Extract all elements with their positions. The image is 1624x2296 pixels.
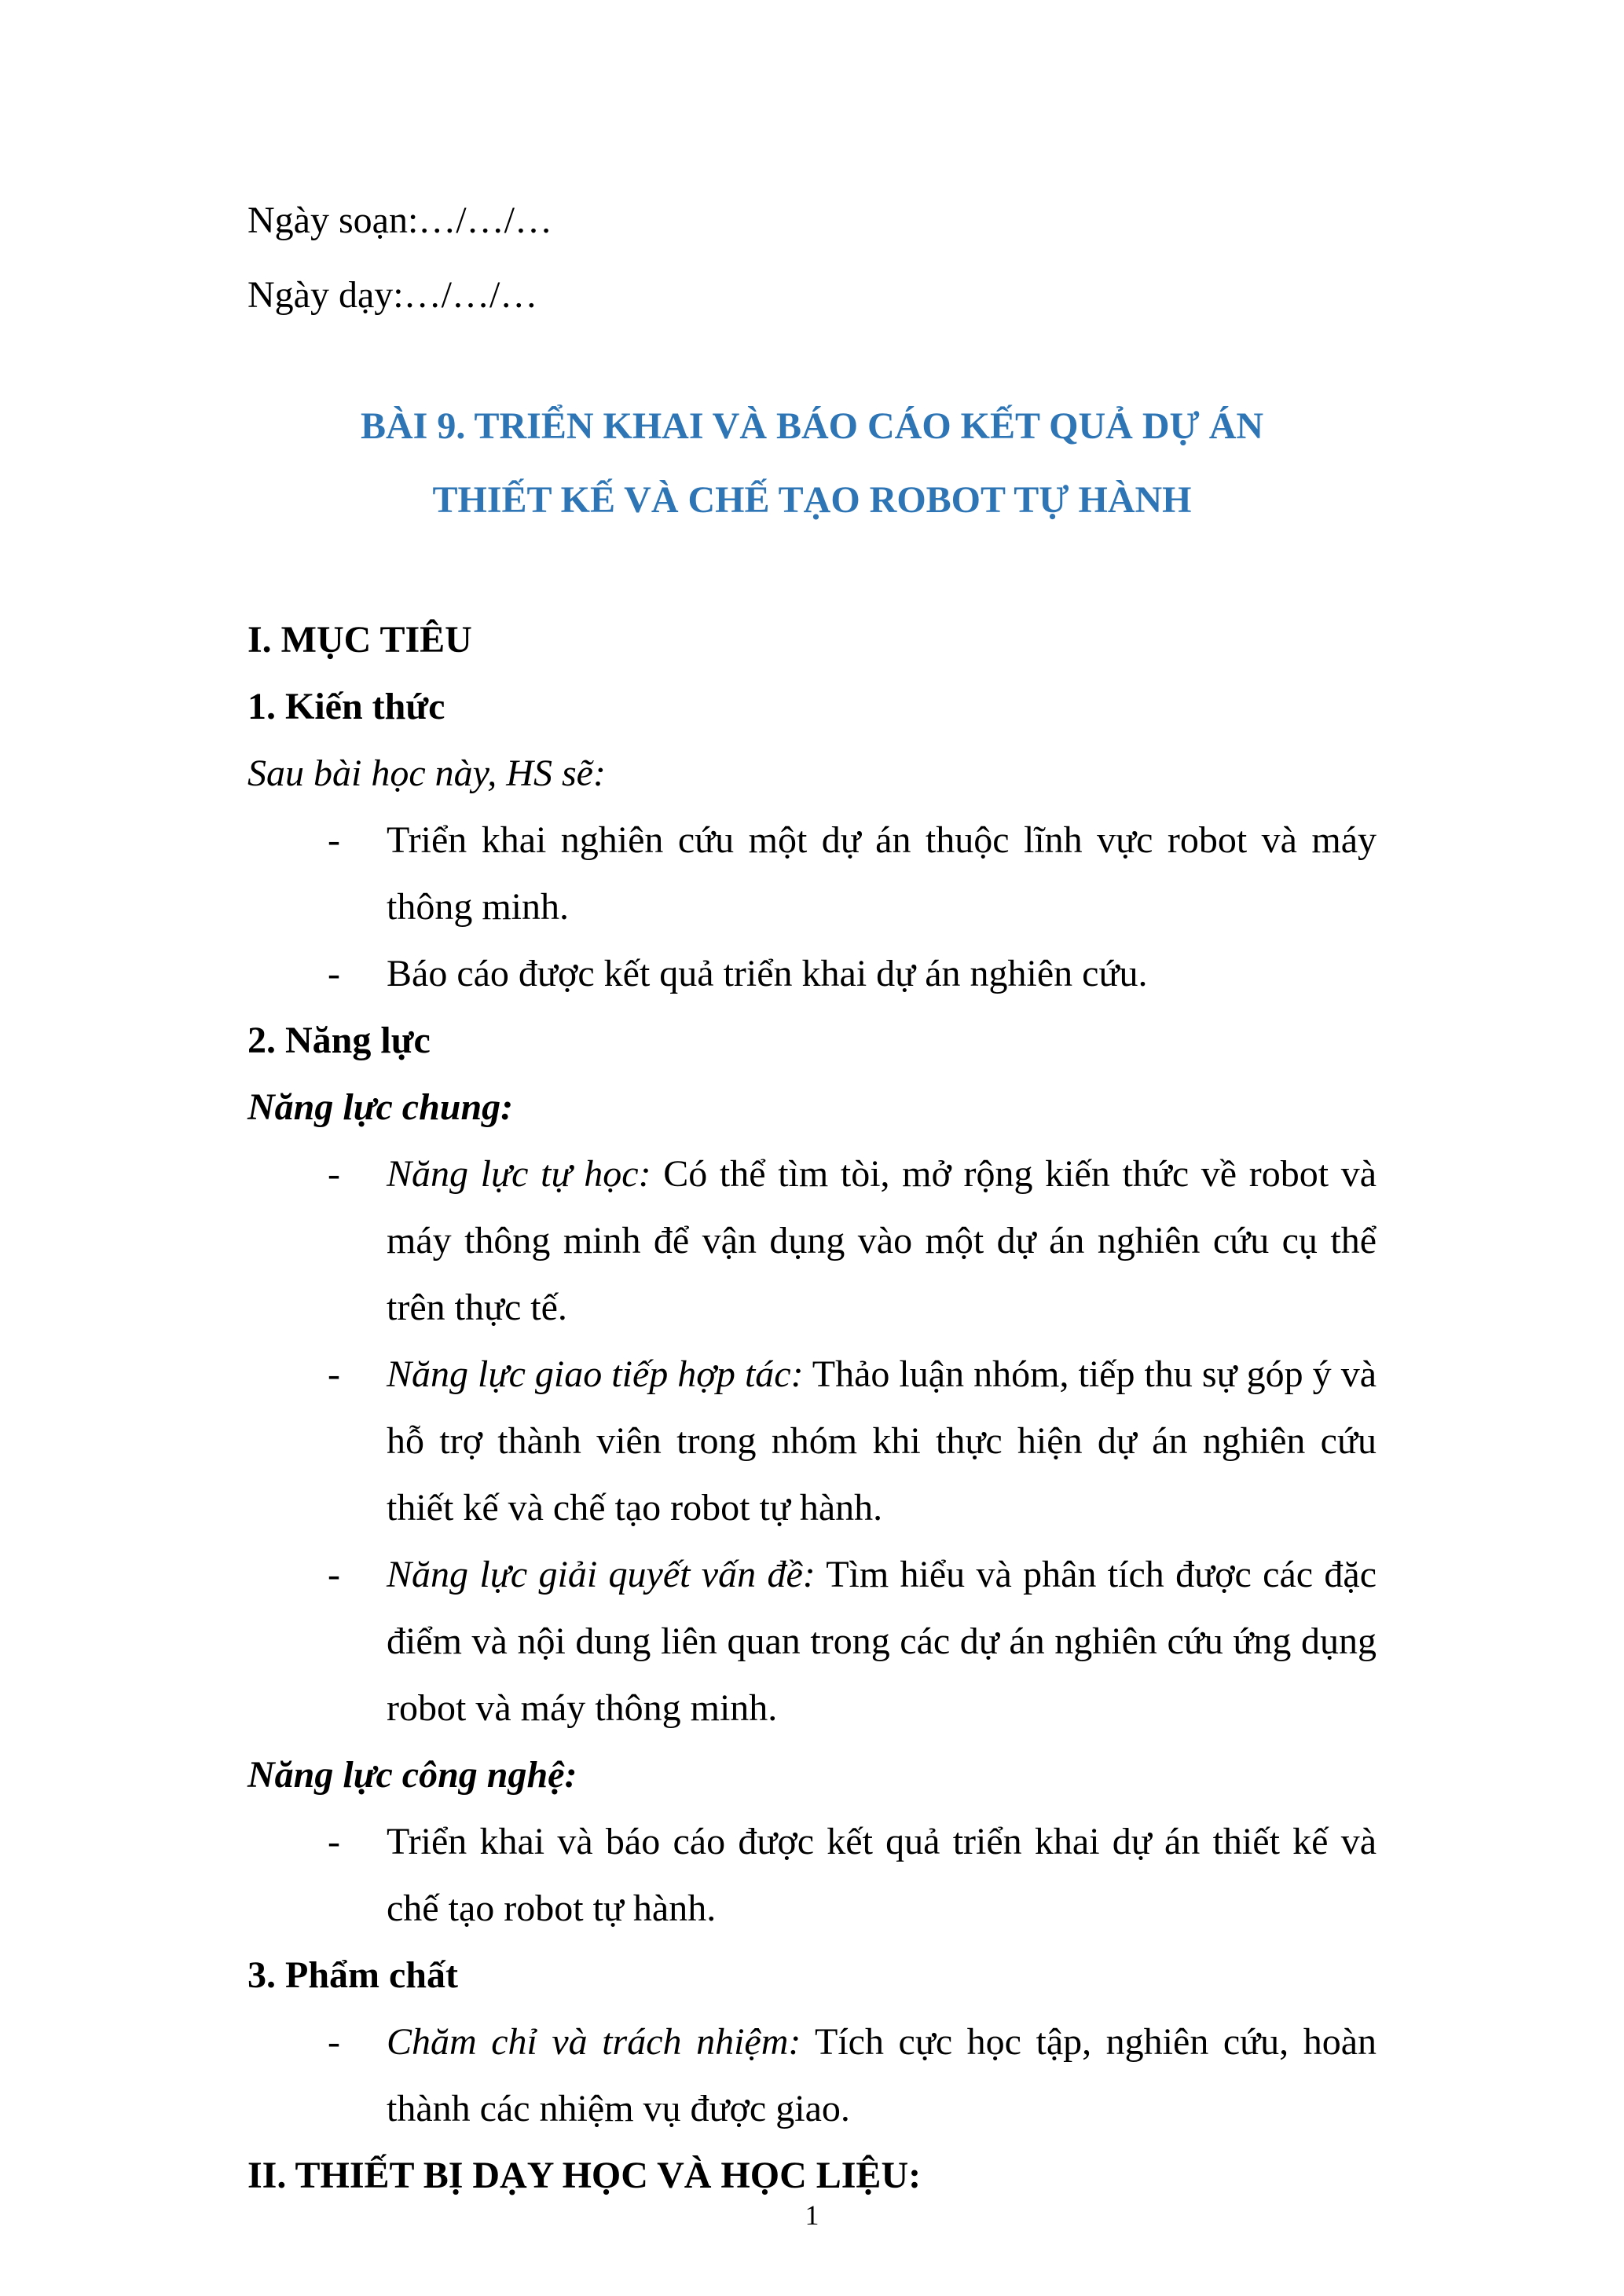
list-item-text: Tìm hiểu và phân tích được các đặc điểm và nội dung liên quan trong các dự án nghiên cứu ứng dụng robot và máy thông minh. bbox=[387, 1554, 1377, 1729]
list-item-lead: Chăm chỉ và trách nhiệm: bbox=[387, 2021, 801, 2063]
list-item bbox=[247, 1141, 1377, 1341]
list-item-lead: Năng lực tự học: bbox=[387, 1153, 651, 1195]
list-item bbox=[247, 940, 1377, 1007]
subsection-heading-nang-luc: 2. Năng lực bbox=[247, 1020, 431, 1061]
list-item-text: Có thể tìm tòi, mở rộng kiến thức về robot và máy thông minh để vận dụng vào một dự án nghiên cứu cụ thể trên thực tế. bbox=[387, 1153, 1377, 1328]
date-day-text: Ngày dạy:…/…/… bbox=[247, 274, 538, 316]
section-heading-muc-tieu: I. MỤC TIÊU bbox=[247, 619, 472, 661]
page-number: 1 bbox=[805, 2199, 819, 2231]
subheading-nang-luc-chung: Năng lực chung: bbox=[247, 1086, 514, 1128]
bullet-dash: - bbox=[328, 819, 340, 861]
lesson-title-line-2: THIẾT KẾ VÀ CHẾ TẠO ROBOT TỰ HÀNH bbox=[432, 479, 1192, 521]
date-day-line bbox=[247, 262, 1377, 328]
date-soan-text: Ngày soạn:…/…/… bbox=[247, 200, 552, 241]
bullet-dash: - bbox=[328, 2021, 340, 2063]
list-item bbox=[247, 2009, 1377, 2142]
list-item-text: Báo cáo được kết quả triển khai dự án nghiên cứu. bbox=[387, 953, 1148, 994]
list-item-text: Triển khai nghiên cứu một dự án thuộc lĩnh vực robot và máy thông minh. bbox=[387, 819, 1377, 928]
list-item-text: Tích cực học tập, nghiên cứu, hoàn thành các nhiệm vụ được giao. bbox=[387, 2021, 1377, 2129]
list-item bbox=[247, 807, 1377, 940]
subsection-heading-pham-chat: 3. Phẩm chất bbox=[247, 1954, 458, 1996]
list-item-lead: Năng lực giao tiếp hợp tác: bbox=[387, 1353, 804, 1395]
spacer bbox=[247, 537, 1377, 606]
list-item bbox=[247, 1541, 1377, 1741]
list-item-lead: Năng lực giải quyết vấn đề: bbox=[387, 1554, 816, 1595]
kien-thuc-intro: Sau bài học này, HS sẽ: bbox=[247, 753, 606, 794]
spacer bbox=[247, 336, 1377, 390]
bullet-dash: - bbox=[328, 1821, 340, 1862]
bullet-dash: - bbox=[328, 1353, 340, 1395]
list-item bbox=[247, 1808, 1377, 1942]
date-soan-line bbox=[247, 187, 1377, 254]
list-item bbox=[247, 1341, 1377, 1541]
bullet-dash: - bbox=[328, 1153, 340, 1195]
subheading-nang-luc-cong-nghe: Năng lực công nghệ: bbox=[247, 1754, 577, 1796]
bullet-dash: - bbox=[328, 953, 340, 994]
list-item-text: Triển khai và báo cáo được kết quả triển khai dự án thiết kế và chế tạo robot tự hành. bbox=[387, 1821, 1377, 1929]
section-heading-thiet-bi: II. THIẾT BỊ DẠY HỌC VÀ HỌC LIỆU: bbox=[247, 2155, 922, 2196]
subsection-heading-kien-thuc: 1. Kiến thức bbox=[247, 686, 445, 727]
bullet-dash: - bbox=[328, 1554, 340, 1595]
list-item-text: Thảo luận nhóm, tiếp thu sự góp ý và hỗ trợ thành viên trong nhóm khi thực hiện dự án nghiên cứu thiết kế và chế tạo robot tự hành. bbox=[387, 1353, 1377, 1529]
lesson-title-line-1: BÀI 9. TRIỂN KHAI VÀ BÁO CÁO KẾT QUẢ DỰ ÁN bbox=[360, 405, 1264, 447]
